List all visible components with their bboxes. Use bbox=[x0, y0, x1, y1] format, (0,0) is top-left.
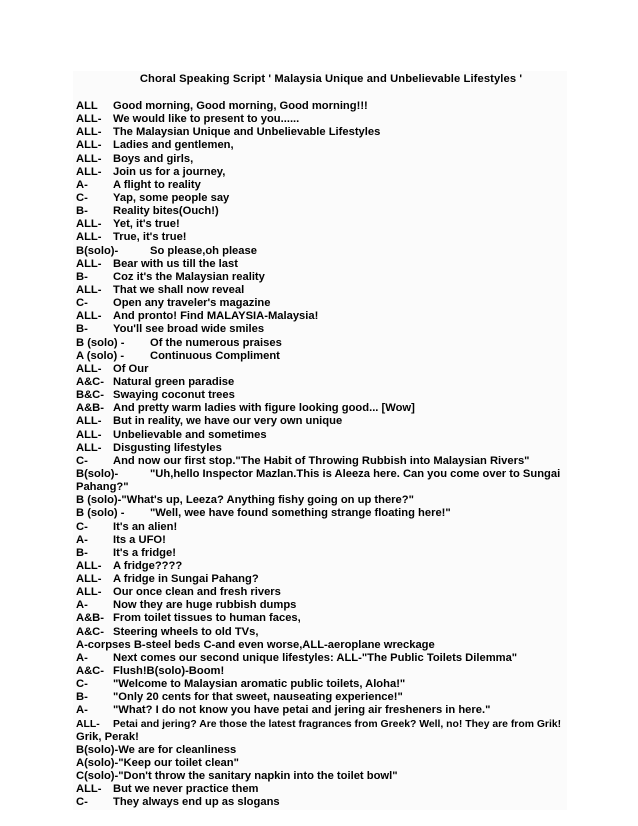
line-text: And pronto! Find MALAYSIA-Malaysia! bbox=[113, 310, 319, 323]
speaker-label: A&C- bbox=[76, 375, 104, 388]
line-text: Swaying coconut trees bbox=[113, 389, 235, 402]
speaker-label: ALL- bbox=[76, 113, 102, 126]
line-text: We would like to present to you...... bbox=[113, 113, 300, 126]
line-text: B(solo)-We are for cleanliness bbox=[76, 743, 237, 756]
script-line bbox=[73, 376, 567, 389]
speaker-label: A- bbox=[76, 599, 88, 612]
speaker-label: B&C- bbox=[76, 389, 104, 402]
speaker-label: ALL- bbox=[76, 573, 102, 586]
script-line bbox=[73, 402, 567, 415]
line-text: Petai and jering? Are those the latest fragrances from Greek? Well, no! They are from Grik! bbox=[113, 718, 562, 730]
line-text: "Well, wee have found something strange floating here!" bbox=[150, 507, 451, 520]
script-line bbox=[73, 547, 567, 560]
script-line bbox=[73, 731, 567, 744]
speaker-label: A&C- bbox=[76, 665, 104, 678]
speaker-label: ALL- bbox=[76, 362, 102, 375]
speaker-label: ALL- bbox=[76, 415, 102, 428]
script-line bbox=[73, 665, 567, 678]
line-text: Boys and girls, bbox=[113, 152, 194, 165]
script-line bbox=[73, 639, 567, 652]
script-line bbox=[73, 744, 567, 757]
speaker-label: B- bbox=[76, 546, 88, 559]
line-text: Pahang?" bbox=[76, 481, 129, 494]
line-text: B (solo)-"What's up, Leeza? Anything fishy going on up there?" bbox=[76, 494, 414, 507]
script-line bbox=[73, 757, 567, 770]
line-text: And pretty warm ladies with figure looking good... [Wow] bbox=[113, 402, 415, 415]
line-text: They always end up as slogans bbox=[113, 796, 280, 809]
line-text: True, it's true! bbox=[113, 231, 187, 244]
line-text: A fridge in Sungai Pahang? bbox=[113, 573, 259, 586]
script-line bbox=[73, 192, 567, 205]
speaker-label: C- bbox=[76, 796, 88, 809]
line-text: Now they are huge rubbish dumps bbox=[113, 599, 297, 612]
speaker-label: B(solo)- bbox=[76, 467, 119, 480]
speaker-label: B- bbox=[76, 691, 88, 704]
speaker-label: ALL bbox=[76, 100, 98, 112]
speaker-label: ALL- bbox=[76, 152, 102, 165]
line-text: A(solo)-"Keep our toilet clean" bbox=[76, 757, 239, 770]
script-line bbox=[73, 126, 567, 139]
line-text: Good morning, Good morning, Good morning!!! bbox=[113, 100, 368, 112]
script-line bbox=[73, 337, 567, 350]
script-line bbox=[73, 258, 567, 271]
script-line bbox=[73, 389, 567, 402]
script-line bbox=[73, 350, 567, 363]
script-line bbox=[73, 783, 567, 796]
script-line bbox=[73, 245, 567, 258]
speaker-label: ALL- bbox=[76, 165, 102, 178]
script-line bbox=[73, 363, 567, 376]
speaker-label: A&C- bbox=[76, 625, 104, 638]
line-text: Its a UFO! bbox=[113, 533, 166, 546]
script-line bbox=[73, 166, 567, 179]
script-line bbox=[73, 310, 567, 323]
line-text: Yap, some people say bbox=[113, 191, 230, 204]
script-line bbox=[73, 179, 567, 192]
line-text: But we never practice them bbox=[113, 783, 259, 796]
script-line bbox=[73, 231, 567, 244]
line-text: Continuous Compliment bbox=[150, 349, 280, 362]
script-block bbox=[73, 71, 567, 810]
speaker-label: A (solo) - bbox=[76, 349, 125, 362]
script-line bbox=[73, 113, 567, 126]
speaker-label: ALL- bbox=[76, 310, 102, 323]
line-text: Unbelievable and sometimes bbox=[113, 428, 267, 441]
line-text: "Welcome to Malaysian aromatic public toilets, Aloha!" bbox=[113, 678, 406, 691]
script-line bbox=[73, 626, 567, 639]
script-line bbox=[73, 573, 567, 586]
speaker-label: A- bbox=[76, 533, 88, 546]
script-line bbox=[73, 284, 567, 297]
speaker-label: A- bbox=[76, 704, 88, 717]
line-text: And now our first stop."The Habit of Throwing Rubbish into Malaysian Rivers" bbox=[113, 454, 530, 467]
script-line bbox=[73, 718, 567, 731]
speaker-label: C- bbox=[76, 191, 88, 204]
line-text: Grik, Perak! bbox=[76, 730, 139, 743]
line-text: "Uh,hello Inspector Mazlan.This is Aleeza here. Can you come over to Sungai bbox=[150, 467, 561, 480]
line-text: Of Our bbox=[113, 362, 149, 375]
script-line bbox=[73, 586, 567, 599]
script-line bbox=[73, 481, 567, 494]
script-line bbox=[73, 455, 567, 468]
speaker-label: ALL- bbox=[76, 257, 102, 270]
speaker-label: B- bbox=[76, 270, 88, 283]
line-text: Steering wheels to old TVs, bbox=[113, 625, 259, 638]
line-text: Flush!B(solo)-Boom! bbox=[113, 665, 225, 678]
line-text: Next comes our second unique lifestyles: ALL-"The Public Toilets Dilemma" bbox=[113, 651, 518, 664]
speaker-label: ALL- bbox=[76, 718, 100, 730]
speaker-label: C- bbox=[76, 678, 88, 691]
line-text: You'll see broad wide smiles bbox=[113, 323, 265, 336]
script-line bbox=[73, 599, 567, 612]
line-text: Join us for a journey, bbox=[113, 165, 226, 178]
script-line bbox=[73, 429, 567, 442]
line-text: Of the numerous praises bbox=[150, 336, 282, 349]
script-line bbox=[73, 494, 567, 507]
line-text: C(solo)-"Don't throw the sanitary napkin into the toilet bowl" bbox=[76, 770, 398, 783]
script-lines bbox=[73, 100, 567, 810]
line-text: Open any traveler's magazine bbox=[113, 297, 271, 310]
line-text: "What? I do not know you have petai and jering air fresheners in here." bbox=[113, 704, 491, 717]
speaker-label: ALL- bbox=[76, 218, 102, 231]
line-text: "Only 20 cents for that sweet, nauseating experience!" bbox=[113, 691, 403, 704]
script-line bbox=[73, 691, 567, 704]
speaker-label: ALL- bbox=[76, 428, 102, 441]
line-text: So please,oh please bbox=[150, 244, 257, 257]
script-line bbox=[73, 218, 567, 231]
script-line bbox=[73, 100, 567, 113]
script-title: Choral Speaking Script ' Malaysia Unique and Unbelievable Lifestyles ' bbox=[139, 73, 523, 85]
script-line bbox=[73, 521, 567, 534]
speaker-label: A- bbox=[76, 651, 88, 664]
script-line bbox=[73, 323, 567, 336]
line-text: A-corpses B-steel beds C-and even worse,ALL-aeroplane wreckage bbox=[76, 638, 435, 651]
line-text: Yet, it's true! bbox=[113, 218, 180, 231]
speaker-label: ALL- bbox=[76, 231, 102, 244]
script-line bbox=[73, 534, 567, 547]
line-text: That we shall now reveal bbox=[113, 283, 245, 296]
script-line bbox=[73, 468, 567, 481]
script-line bbox=[73, 560, 567, 573]
line-text: It's an alien! bbox=[113, 520, 178, 533]
line-text: It's a fridge! bbox=[113, 546, 176, 559]
speaker-label: ALL- bbox=[76, 783, 102, 796]
speaker-label: B- bbox=[76, 323, 88, 336]
line-text: The Malaysian Unique and Unbelievable Lifestyles bbox=[113, 126, 381, 139]
speaker-label: B- bbox=[76, 205, 88, 218]
line-text: Coz it's the Malaysian reality bbox=[113, 270, 265, 283]
speaker-label: ALL- bbox=[76, 441, 102, 454]
speaker-label: A- bbox=[76, 178, 88, 191]
speaker-label: B (solo) - bbox=[76, 336, 125, 349]
script-line bbox=[73, 678, 567, 691]
speaker-label: A&B- bbox=[76, 402, 104, 415]
speaker-label: ALL- bbox=[76, 126, 102, 139]
script-line bbox=[73, 704, 567, 717]
line-text: A flight to reality bbox=[113, 178, 201, 191]
line-text: But in reality, we have our very own unique bbox=[113, 415, 343, 428]
line-text: Our once clean and fresh rivers bbox=[113, 586, 281, 599]
script-line bbox=[73, 612, 567, 625]
script-line bbox=[73, 796, 567, 809]
speaker-label: C- bbox=[76, 454, 88, 467]
speaker-label: C- bbox=[76, 297, 88, 310]
line-text: Disgusting lifestyles bbox=[113, 441, 222, 454]
script-line bbox=[73, 442, 567, 455]
script-line bbox=[73, 652, 567, 665]
script-line bbox=[73, 153, 567, 166]
speaker-label: ALL- bbox=[76, 559, 102, 572]
line-text: Bear with us till the last bbox=[113, 257, 238, 270]
line-text: From toilet tissues to human faces, bbox=[113, 612, 301, 625]
script-line bbox=[73, 271, 567, 284]
script-line bbox=[73, 139, 567, 152]
script-line bbox=[73, 770, 567, 783]
speaker-label: B (solo) - bbox=[76, 507, 125, 520]
line-text: A fridge???? bbox=[113, 559, 183, 572]
speaker-label: ALL- bbox=[76, 139, 102, 152]
script-line bbox=[73, 205, 567, 218]
speaker-label: ALL- bbox=[76, 586, 102, 599]
line-text: Ladies and gentlemen, bbox=[113, 139, 234, 152]
line-text: Reality bites(Ouch!) bbox=[113, 205, 219, 218]
speaker-label: C- bbox=[76, 520, 88, 533]
speaker-label: B(solo)- bbox=[76, 244, 119, 257]
script-line bbox=[73, 507, 567, 520]
speaker-label: A&B- bbox=[76, 612, 104, 625]
line-text: Natural green paradise bbox=[113, 375, 235, 388]
speaker-label: ALL- bbox=[76, 283, 102, 296]
script-line bbox=[73, 297, 567, 310]
script-line bbox=[73, 415, 567, 428]
